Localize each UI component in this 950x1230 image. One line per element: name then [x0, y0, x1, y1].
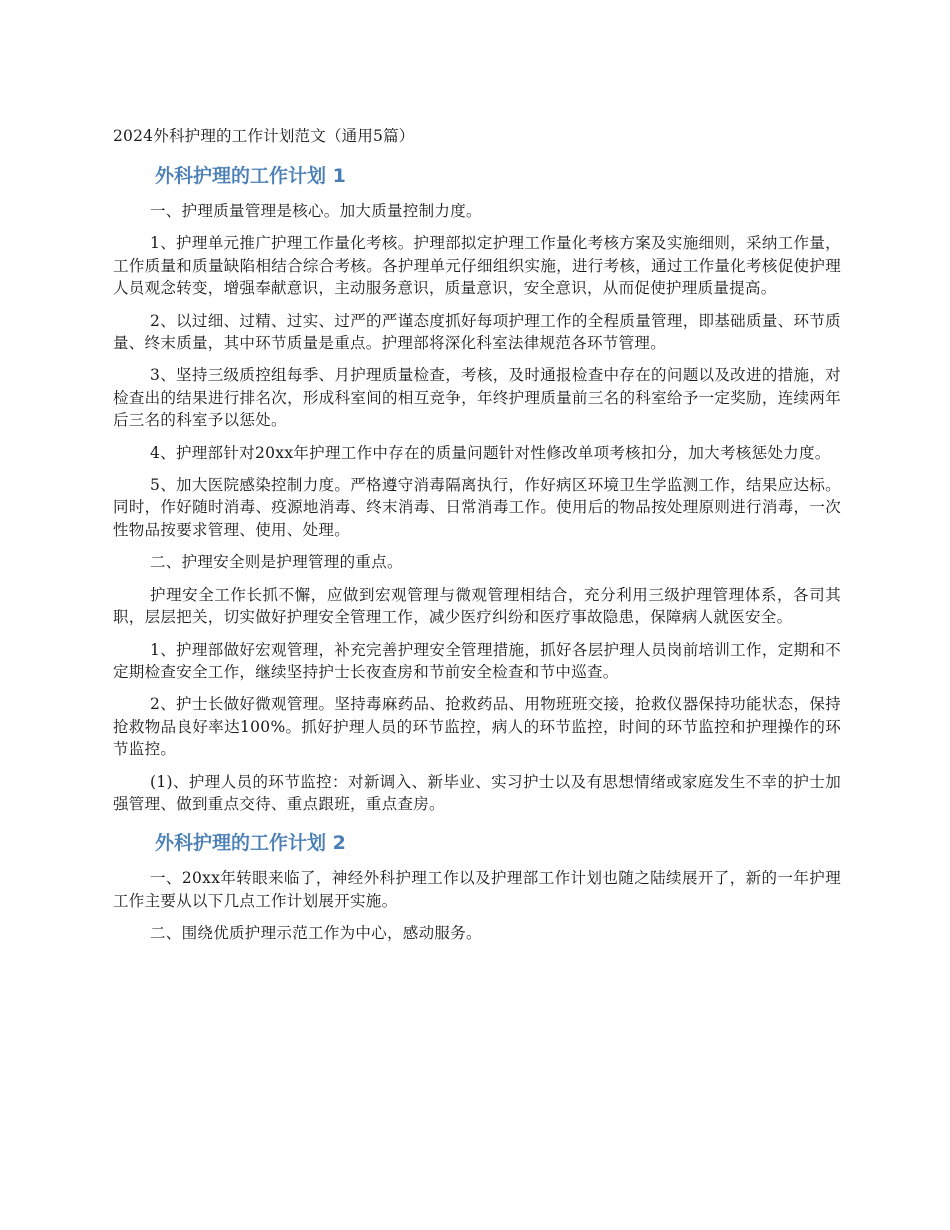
- paragraph: 2、以过细、过精、过实、过严的严谨态度抓好每项护理工作的全程质量管理，即基础质量、环节质量、终末质量，其中环节质量是重点。护理部将深化科室法律规范各环节管理。: [113, 311, 841, 353]
- paragraph: 一、20xx年转眼来临了，神经外科护理工作以及护理部工作计划也随之陆续展开了，新的一年护理工作主要从以下几点工作计划展开实施。: [113, 869, 841, 910]
- paragraph: (1)、护理人员的环节监控：对新调入、新毕业、实习护士以及有思想情绪或家庭发生不幸的护士加强管理、做到重点交待、重点跟班，重点查房。: [113, 772, 841, 813]
- paragraph: 4、护理部针对20xx年护理工作中存在的质量问题针对性修改单项考核扣分，加大考核惩处力度。: [150, 443, 831, 462]
- section-heading: 外科护理的工作计划 1: [155, 165, 346, 187]
- paragraph: 二、围绕优质护理示范工作为中心，感动服务。: [150, 924, 482, 943]
- section-1: [113, 162, 841, 815]
- paragraph: 2、护士长做好微观管理。坚持毒麻药品、抢救药品、用物班班交接，抢救仪器保持功能状态，保持抢救物品良好率达100%。抓好护理人员的环节监控，病人的环节监控，时间的环节监控和护理操作的环节监控。: [113, 695, 841, 759]
- document-title: 2024外科护理的工作计划范文（通用5篇）: [113, 127, 415, 145]
- paragraph: 护理安全工作长抓不懈，应做到宏观管理与微观管理相结合，充分利用三级护理管理体系，各司其职，层层把关，切实做好护理安全管理工作，减少医疗纠纷和医疗事故隐患，保障病人就医安全。: [113, 585, 841, 627]
- paragraph: 3、坚持三级质控组每季、月护理质量检查，考核，及时通报检查中存在的问题以及改进的措施，对检查出的结果进行排名次，形成科室间的相互竞争，年终护理质量前三名的科室给予一定奖励，连续两年后三名的科室予以惩处。: [113, 366, 841, 430]
- paragraph: 二、护理安全则是护理管理的重点。: [150, 553, 403, 572]
- paragraph: 1、护理单元推广护理工作量化考核。护理部拟定护理工作量化考核方案及实施细则，采纳工作量，工作质量和质量缺陷相结合综合考核。各护理单元仔细组织实施，进行考核，通过工作量化考核促使护理人员观念转变，增强奉献意识，主动服务意识，质量意识，安全意识，从而促使护理质量提高。: [113, 234, 841, 298]
- paragraph: 一、护理质量管理是核心。加大质量控制力度。: [150, 202, 482, 220]
- section-heading: 外科护理的工作计划 2: [155, 832, 346, 855]
- document-page: [113, 124, 841, 955]
- section-2: [113, 829, 841, 944]
- paragraph: 5、加大医院感染控制力度。严格遵守消毒隔离执行，作好病区环境卫生学监测工作，结果应达标。同时，作好随时消毒、疫源地消毒、终末消毒、日常消毒工作。使用后的物品按处理原则进行消毒，一次性物品按要求管理、使用、处理。: [113, 476, 841, 539]
- paragraph: 1、护理部做好宏观管理，补充完善护理安全管理措施，抓好各层护理人员岗前培训工作，定期和不定期检查安全工作，继续坚持护士长夜查房和节前安全检查和节中巡查。: [113, 640, 841, 681]
